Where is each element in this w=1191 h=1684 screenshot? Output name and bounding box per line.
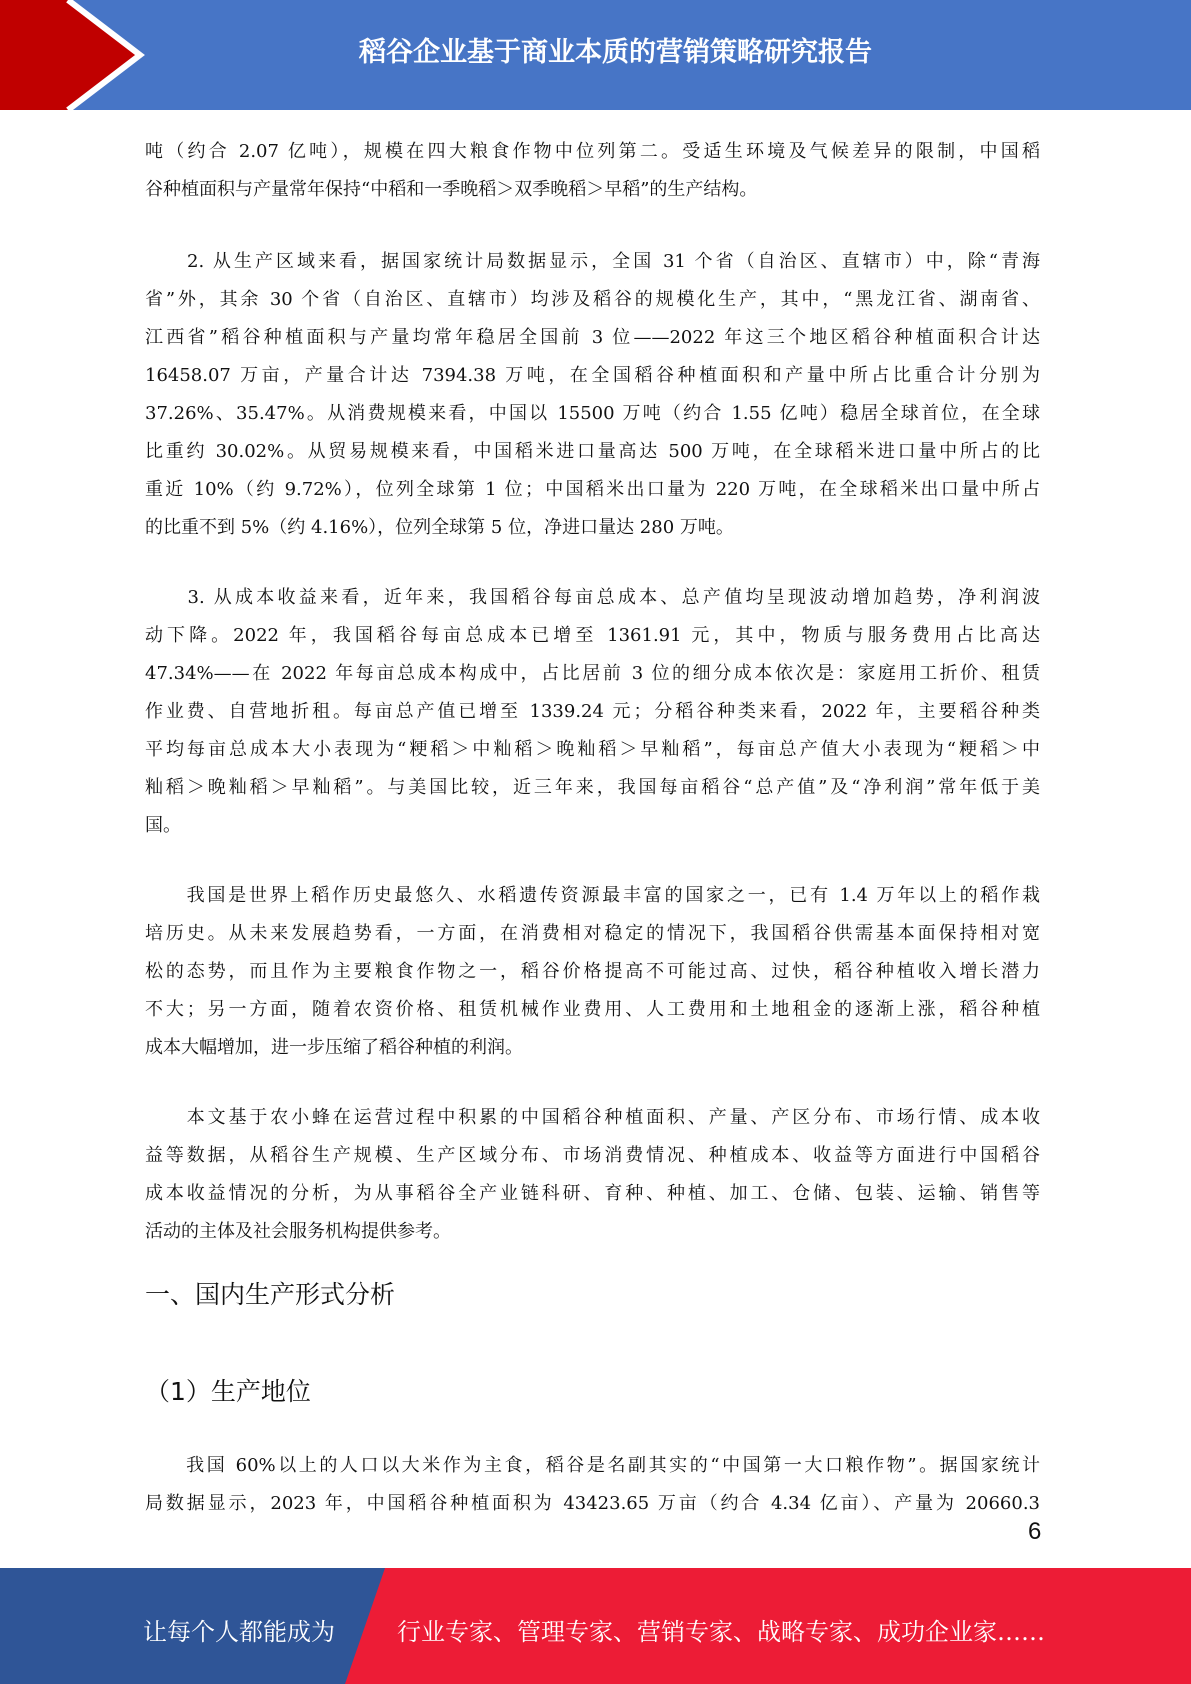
text-line: 成本大幅增加，进一步压缩了稻谷种植的利润。	[145, 1037, 523, 1058]
text-line: 局数据显示，2023 年，中国稻谷种植面积为 43423.65 万亩（约合 4.34 亿亩）、产量为 20660.3	[145, 1493, 1040, 1514]
section-heading: 一、国内生产形式分析	[145, 1280, 396, 1309]
text-line: 的比重不到 5%（约 4.16%），位列全球第 5 位，净进口量达 280 万吨。	[145, 517, 734, 538]
paragraph-5	[145, 1447, 1040, 1523]
text-line: 培历史。从未来发展趋势看，一方面，在消费相对稳定的情况下，我国稻谷供需基本面保持相对宽	[145, 923, 1040, 944]
text-line: 江西省”稻谷种植面积与产量均常年稳居全国前 3 位——2022 年这三个地区稻谷种植面积合计达	[145, 327, 1040, 348]
paragraph-0	[145, 133, 1040, 209]
text-line: 比重约 30.02%。从贸易规模来看，中国稻米进口量高达 500 万吨，在全球稻米进口量中所占的比	[145, 441, 1040, 462]
text-line: 本文基于农小蜂在运营过程中积累的中国稻谷种植面积、产量、产区分布、市场行情、成本收	[145, 1107, 1040, 1128]
paragraph-1	[145, 243, 1040, 547]
page-header	[0, 0, 1191, 110]
text-line: 我国 60%以上的人口以大米作为主食，稻谷是名副其实的“中国第一大口粮作物”。据国家统计	[145, 1455, 1040, 1476]
text-line: 国。	[145, 815, 181, 836]
text-line: 作业费、自营地折租。每亩总产值已增至 1339.24 元；分稻谷种类来看，2022 年，主要稻谷种类	[145, 701, 1040, 722]
text-line: 3. 从成本收益来看，近年来，我国稻谷每亩总成本、总产值均呈现波动增加趋势，净利润波	[145, 587, 1040, 608]
text-line: 动下降。2022 年，我国稻谷每亩总成本已增至 1361.91 元，其中，物质与服务费用占比高达	[145, 625, 1040, 646]
text-line: 吨（约合 2.07 亿吨），规模在四大粮食作物中位列第二。受适生环境及气候差异的限制，中国稻	[145, 141, 1040, 162]
text-line: 活动的主体及社会服务机构提供参考。	[145, 1221, 451, 1242]
text-line: 籼稻＞晚籼稻＞早籼稻”。与美国比较，近三年来，我国每亩稻谷“总产值”及“净利润”常年低于美	[145, 777, 1040, 798]
text-line: 谷种植面积与产量常年保持“中稻和一季晚稻＞双季晚稻＞早稻”的生产结构。	[145, 179, 758, 200]
text-line: 省”外，其余 30 个省（自治区、直辖市）均涉及稻谷的规模化生产，其中，“黑龙江省、湖南省、	[145, 289, 1040, 310]
text-line: 重近 10%（约 9.72%），位列全球第 1 位；中国稻米出口量为 220 万吨，在全球稻米出口量中所占	[145, 479, 1040, 500]
page-footer	[0, 1568, 1191, 1684]
paragraph-3	[145, 877, 1040, 1067]
text-line: 47.34%——在 2022 年每亩总成本构成中，占比居前 3 位的细分成本依次是：家庭用工折价、租赁	[145, 663, 1040, 684]
footer-slogan-right: 行业专家、管理专家、营销专家、战略专家、成功企业家……	[397, 1618, 1045, 1646]
text-line: 平均每亩总成本大小表现为“粳稻＞中籼稻＞晚籼稻＞早籼稻”，每亩总产值大小表现为“粳稻＞中	[145, 739, 1040, 760]
subsection-heading: （1）生产地位	[145, 1377, 311, 1406]
text-line: 2. 从生产区域来看，据国家统计局数据显示，全国 31 个省（自治区、直辖市）中，除“青海	[145, 251, 1040, 272]
footer-slogan-left: 让每个人都能成为	[143, 1618, 335, 1646]
text-line: 松的态势，而且作为主要粮食作物之一，稻谷价格提高不可能过高、过快，稻谷种植收入增长潜力	[145, 961, 1040, 982]
text-line: 益等数据，从稻谷生产规模、生产区域分布、市场消费情况、种植成本、收益等方面进行中国稻谷	[145, 1145, 1040, 1166]
text-line: 成本收益情况的分析，为从事稻谷全产业链科研、育种、种植、加工、仓储、包装、运输、销售等	[145, 1183, 1040, 1204]
page-number: 6	[1028, 1518, 1042, 1545]
paragraph-2	[145, 579, 1040, 845]
text-line: 16458.07 万亩，产量合计达 7394.38 万吨，在全国稻谷种植面积和产量中所占比重合计分别为	[145, 365, 1040, 386]
report-title: 稻谷企业基于商业本质的营销策略研究报告	[359, 37, 872, 68]
text-line: 不大；另一方面，随着农资价格、租赁机械作业费用、人工费用和土地租金的逐渐上涨，稻谷种植	[145, 999, 1040, 1020]
paragraph-4	[145, 1099, 1040, 1251]
text-line: 37.26%、35.47%。从消费规模来看，中国以 15500 万吨（约合 1.55 亿吨）稳居全球首位，在全球	[145, 403, 1040, 424]
text-line: 我国是世界上稻作历史最悠久、水稻遗传资源最丰富的国家之一，已有 1.4 万年以上的稻作栽	[145, 885, 1040, 906]
